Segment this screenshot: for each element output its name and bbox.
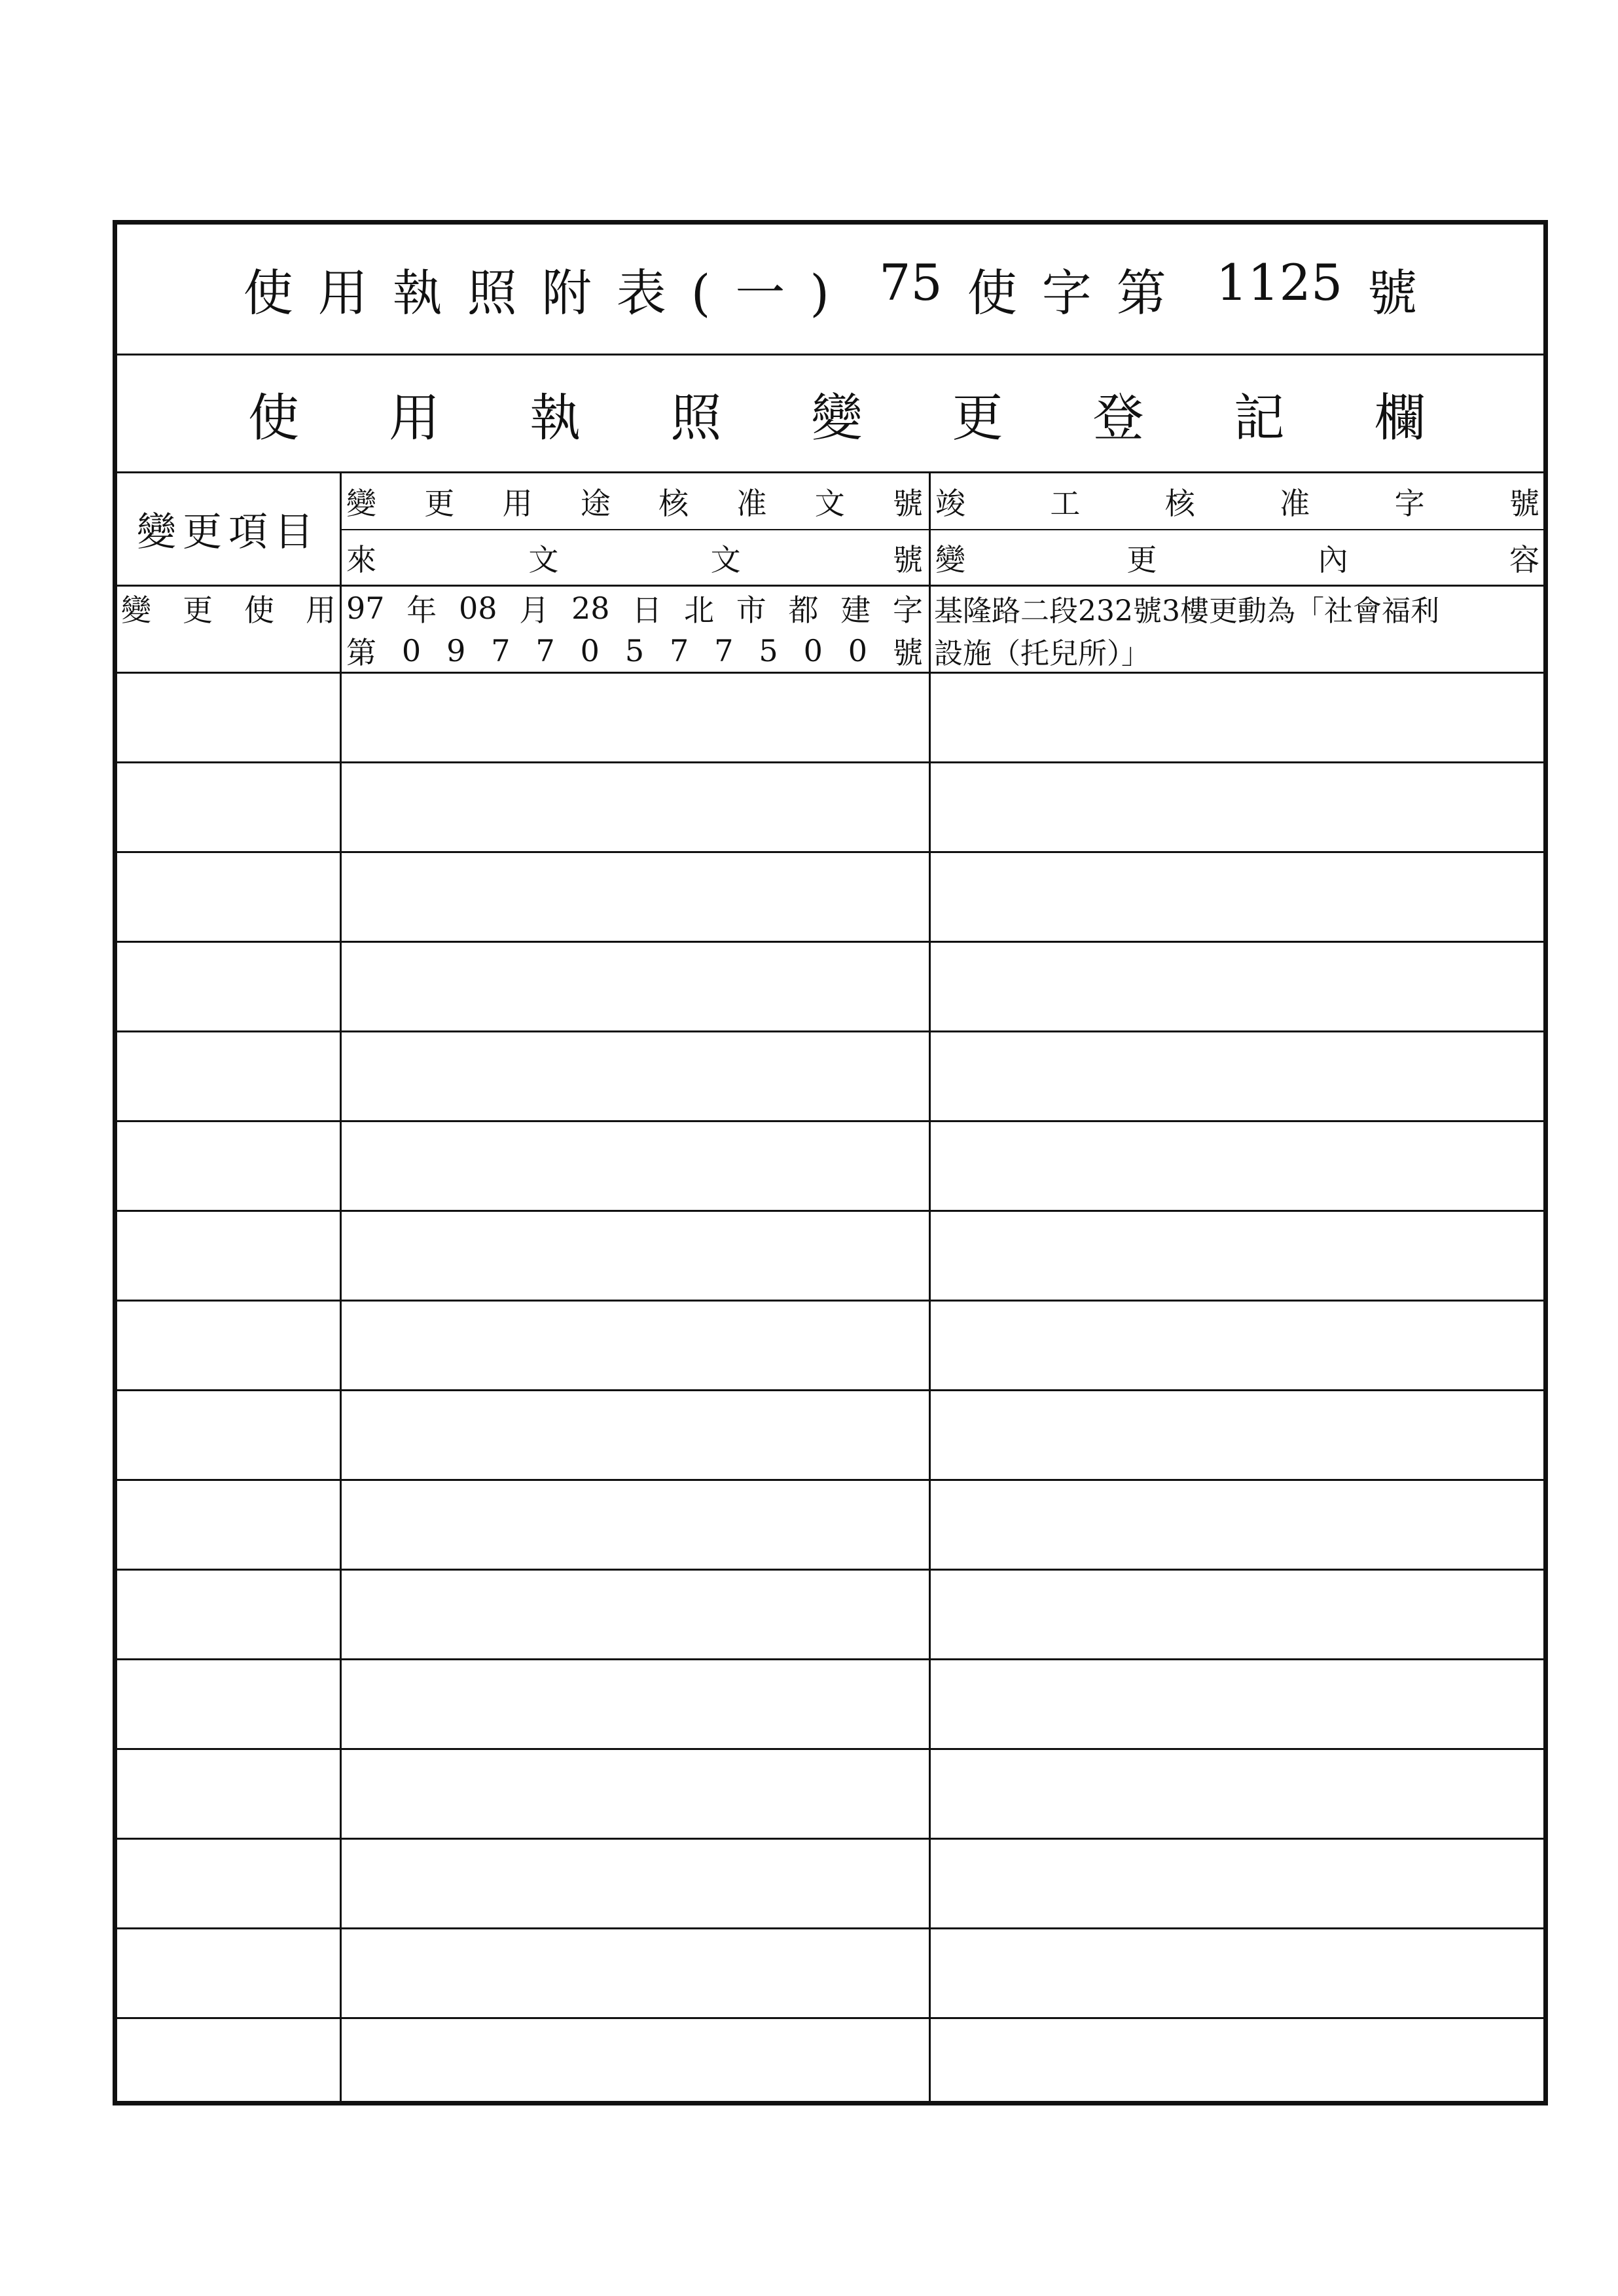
entry-content-line1: 基隆路二段232號3樓更動為「社會福利 bbox=[934, 594, 1439, 628]
subtitle-char: 變 bbox=[811, 388, 863, 448]
entry-char: 用 bbox=[306, 592, 336, 628]
change-register-table bbox=[117, 473, 1543, 2101]
entry-change-item bbox=[117, 587, 340, 629]
row-divider bbox=[117, 761, 1543, 763]
row-divider bbox=[117, 1389, 1543, 1391]
entry-char: 7 bbox=[535, 632, 555, 668]
subtitle-char: 欄 bbox=[1374, 388, 1426, 448]
entry-char: 0 bbox=[848, 632, 868, 668]
header-char: 內 bbox=[1318, 542, 1348, 577]
header-char: 更 bbox=[424, 485, 455, 521]
header-char: 准 bbox=[1280, 485, 1310, 521]
header-char: 文 bbox=[814, 485, 845, 521]
entry-char: 更 bbox=[183, 592, 213, 628]
entry-char: 9 bbox=[446, 632, 466, 668]
title-number: 1125 bbox=[1215, 253, 1343, 312]
entry-char: 0 bbox=[803, 632, 823, 668]
entry-char: 97 bbox=[346, 590, 385, 626]
entry-char: 5 bbox=[624, 632, 645, 668]
header-char: 變 bbox=[346, 485, 376, 521]
row-divider bbox=[117, 941, 1543, 943]
entry-doc-line2 bbox=[342, 629, 927, 672]
header-char: 號 bbox=[892, 542, 923, 577]
subtitle-char: 登 bbox=[1092, 388, 1144, 448]
header-change-item: 變更項目 bbox=[137, 509, 320, 555]
header-char: 號 bbox=[892, 485, 923, 521]
header-char: 核 bbox=[1164, 485, 1195, 521]
header-char: 途 bbox=[580, 485, 611, 521]
form-title bbox=[243, 253, 1417, 325]
entry-doc-line1 bbox=[342, 587, 927, 629]
header-char: 容 bbox=[1509, 542, 1539, 577]
entry-char: 28 bbox=[571, 590, 610, 626]
entry-char: 第 bbox=[346, 634, 376, 670]
row-divider bbox=[117, 672, 1543, 674]
entry-char: 都 bbox=[788, 592, 819, 628]
subtitle bbox=[248, 355, 1426, 471]
title-number-prefix: 75 bbox=[879, 253, 943, 312]
row-divider bbox=[117, 1300, 1543, 1302]
entry-char: 日 bbox=[632, 592, 662, 628]
entry-char: 字 bbox=[892, 592, 923, 628]
header-char: 文 bbox=[710, 542, 741, 577]
entry-char: 5 bbox=[759, 632, 778, 668]
header-mid-divider bbox=[340, 529, 1543, 530]
title-part2: 使字第 bbox=[967, 264, 1191, 322]
header-char: 變 bbox=[935, 542, 965, 577]
entry-char: 7 bbox=[670, 632, 689, 668]
row-divider bbox=[117, 1658, 1543, 1660]
entry-char: 市 bbox=[736, 592, 766, 628]
entry-content-line2: 設施（托兒所）」 bbox=[934, 636, 1150, 670]
header-char: 更 bbox=[1126, 542, 1157, 577]
row-divider bbox=[117, 1569, 1543, 1571]
subtitle-char: 更 bbox=[952, 388, 1003, 448]
subtitle-char: 用 bbox=[389, 388, 440, 448]
header-char: 核 bbox=[658, 485, 689, 521]
row-divider bbox=[117, 2017, 1543, 2019]
entry-char: 7 bbox=[714, 632, 734, 668]
entry-char: 號 bbox=[892, 634, 923, 670]
header-char: 號 bbox=[1509, 485, 1539, 521]
column-divider bbox=[929, 473, 931, 2101]
form-title-row bbox=[117, 225, 1543, 355]
header-char: 文 bbox=[528, 542, 559, 577]
header-char: 工 bbox=[1050, 485, 1081, 521]
header-char: 字 bbox=[1394, 485, 1425, 521]
row-divider bbox=[117, 1479, 1543, 1481]
header-approval-doc-no bbox=[342, 473, 927, 529]
header-char: 准 bbox=[736, 485, 767, 521]
header-incoming-doc-no bbox=[342, 531, 927, 585]
row-divider bbox=[117, 851, 1543, 853]
entry-char: 年 bbox=[406, 592, 437, 628]
title-part1: 使用執照附表(一) bbox=[243, 264, 855, 322]
row-divider bbox=[117, 1838, 1543, 1840]
subtitle-char: 照 bbox=[670, 388, 722, 448]
row-divider bbox=[117, 1210, 1543, 1212]
row-divider bbox=[117, 1030, 1543, 1032]
entry-char: 0 bbox=[580, 632, 600, 668]
subtitle-row bbox=[117, 355, 1543, 473]
row-divider bbox=[117, 1927, 1543, 1929]
row-divider bbox=[117, 1748, 1543, 1750]
header-completion-approval-no bbox=[931, 473, 1543, 529]
form-frame bbox=[113, 220, 1548, 2105]
header-char: 竣 bbox=[935, 485, 965, 521]
title-suffix: 號 bbox=[1367, 264, 1418, 322]
header-char: 用 bbox=[502, 485, 533, 521]
column-divider bbox=[340, 473, 342, 2101]
entry-char: 建 bbox=[840, 592, 871, 628]
entry-char: 北 bbox=[684, 592, 715, 628]
entry-char: 7 bbox=[491, 632, 511, 668]
entry-char: 08 bbox=[459, 590, 497, 626]
header-char: 來 bbox=[346, 542, 376, 577]
entry-char: 0 bbox=[401, 632, 422, 668]
subtitle-char: 使 bbox=[248, 388, 300, 448]
subtitle-char: 記 bbox=[1233, 388, 1285, 448]
entry-char: 月 bbox=[519, 592, 550, 628]
entry-char: 變 bbox=[121, 592, 151, 628]
entry-char: 使 bbox=[244, 592, 274, 628]
subtitle-char: 執 bbox=[530, 388, 581, 448]
header-change-content bbox=[931, 531, 1543, 585]
row-divider bbox=[117, 1120, 1543, 1122]
